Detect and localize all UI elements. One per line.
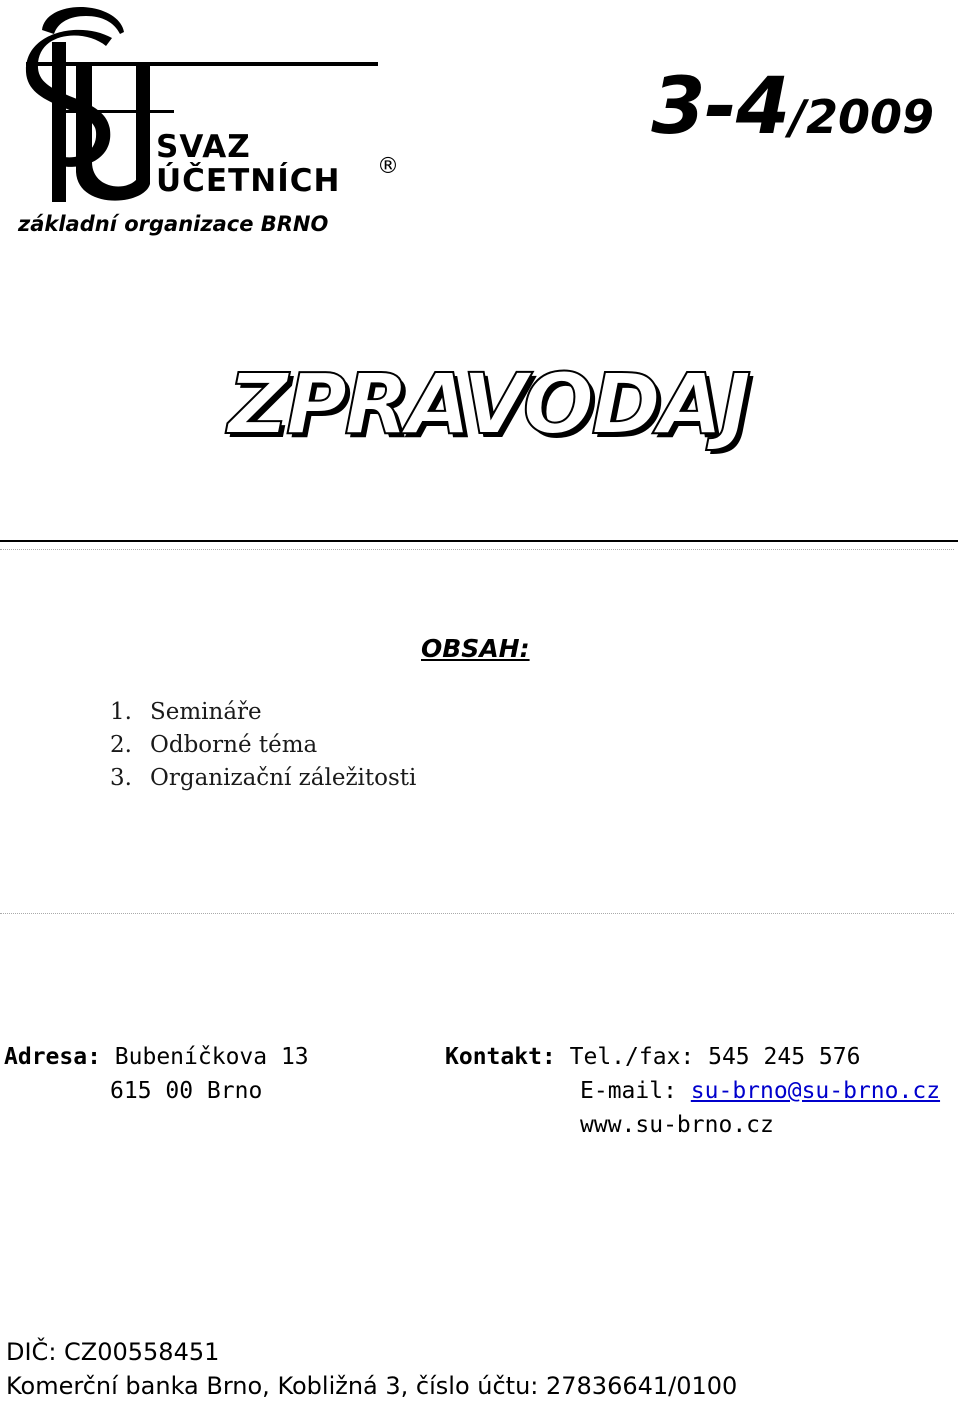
list-item: 1. Semináře: [110, 699, 262, 725]
list-item: 3. Organizační záležitosti: [110, 765, 417, 791]
bank-details: Komerční banka Brno, Kobližná 3, číslo účtu: 27836641/0100: [6, 1372, 738, 1400]
newsletter-title: ZPRAVODAJ: [227, 355, 749, 453]
contact-email-line: [580, 1074, 940, 1108]
issue-number: [651, 62, 934, 152]
registered-mark: ®: [377, 154, 399, 179]
address-city: 615 00 Brno: [110, 1078, 263, 1104]
contact-phone: Tel./fax: 545 245 576: [569, 1044, 861, 1070]
contents-list: [110, 696, 416, 795]
email-link[interactable]: su-brno@su-brno.cz: [690, 1078, 941, 1104]
tax-id: DIČ: CZ00558451: [6, 1338, 220, 1366]
address-street: Bubeníčkova 13: [114, 1044, 309, 1070]
footer: [6, 1335, 737, 1403]
email-label: E-mail:: [580, 1078, 677, 1104]
middle-divider-dotted: [0, 913, 954, 914]
issue-year: /2009: [789, 90, 934, 144]
address-block: [4, 1040, 309, 1074]
contents-heading: OBSAH:: [421, 634, 530, 663]
issue-number-value: 3-4: [651, 62, 790, 152]
website-text: www.su-brno.cz: [580, 1112, 774, 1138]
logo-name-line2: ÚČETNÍCH: [156, 163, 341, 199]
top-divider-dotted: [0, 549, 954, 550]
top-divider: [0, 540, 958, 542]
address-label: Adresa:: [4, 1044, 101, 1070]
organization-subtitle: základní organizace BRNO: [18, 212, 329, 236]
contact-block: [445, 1040, 860, 1074]
logo-name-line1: SVAZ: [156, 129, 251, 165]
contact-label: Kontakt:: [445, 1044, 556, 1070]
list-item: 2. Odborné téma: [110, 732, 318, 758]
